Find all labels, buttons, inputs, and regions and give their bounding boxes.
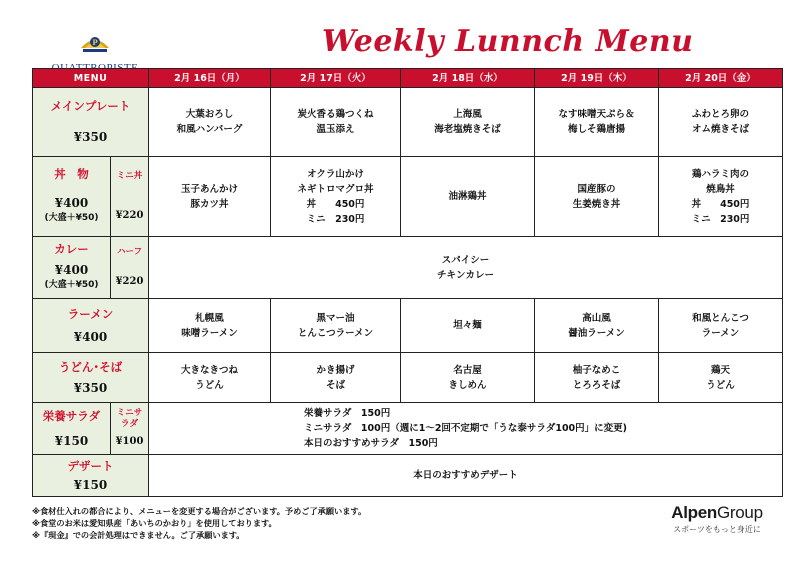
category-name: ラーメン bbox=[67, 306, 114, 321]
main-plate-thu: なす味噌天ぷら＆ 梅しそ鶏唐揚 bbox=[535, 88, 659, 157]
category-price: ¥150 bbox=[54, 433, 89, 448]
category-name: 丼 物 bbox=[54, 167, 89, 181]
dessert-all-week: 本日のおすすめデザート bbox=[149, 455, 783, 497]
category-price: ¥400 bbox=[73, 329, 108, 344]
ramen-fri: 和風とんこつ ラーメン bbox=[659, 299, 783, 353]
sub-name: ミニサラダ bbox=[116, 408, 143, 429]
donburi-mon: 玉子あんかけ 豚カツ丼 bbox=[149, 157, 271, 237]
crest-icon bbox=[78, 30, 112, 56]
ramen-wed: 坦々麺 bbox=[401, 299, 535, 353]
category-donburi-mini bbox=[111, 157, 149, 237]
footnote: ※食堂のお米は愛知県産「あいちのかおり」を使用しております。 bbox=[32, 518, 277, 528]
salad-all-week: 栄養サラダ 150円 ミニサラダ 100円（週に1～2回不定期で「うな泰サラダ100円」に変更) 本日のおすすめサラダ 150円 bbox=[149, 403, 783, 455]
donburi-tue: オクラ山かけ ネギトロマグロ丼 丼 450円 ミニ 230円 bbox=[271, 157, 401, 237]
category-price: ¥350 bbox=[73, 380, 108, 395]
row-dessert bbox=[33, 455, 783, 497]
sub-price: ¥220 bbox=[115, 275, 144, 287]
category-mini-salad bbox=[111, 403, 149, 455]
footnote: ※食材仕入れの都合により、メニューを変更する場合がございます。予めご了承願います。 bbox=[32, 506, 367, 516]
row-udon-soba bbox=[33, 353, 783, 403]
donburi-wed: 油淋鶏丼 bbox=[401, 157, 535, 237]
sub-price: ¥220 bbox=[115, 209, 144, 221]
row-ramen bbox=[33, 299, 783, 353]
category-name: カレー bbox=[54, 242, 89, 256]
footnote: ※『現金』での会計処理はできません。ご了承願います。 bbox=[32, 530, 245, 540]
day-header-wed: 2月 18日（水） bbox=[401, 69, 535, 88]
donburi-fri: 鶏ハラミ肉の 焼鳥丼 丼 450円 ミニ 230円 bbox=[659, 157, 783, 237]
category-name: うどん･そば bbox=[58, 359, 123, 374]
header-row bbox=[33, 69, 783, 88]
category-price: ¥150 bbox=[73, 477, 108, 492]
category-name: メインプレート bbox=[50, 99, 131, 113]
category-price: ¥350 bbox=[73, 130, 108, 144]
category-donburi bbox=[33, 157, 111, 237]
udon-thu: 柚子なめこ とろろそば bbox=[535, 353, 659, 403]
main-plate-mon: 大葉おろし 和風ハンバーグ bbox=[149, 88, 271, 157]
sub-name: ハーフ bbox=[116, 246, 143, 257]
donburi-thu: 国産豚の 生姜焼き丼 bbox=[535, 157, 659, 237]
category-salad bbox=[33, 403, 111, 455]
day-header-mon: 2月 16日（月） bbox=[149, 69, 271, 88]
category-note: (大盛＋¥50) bbox=[44, 280, 99, 290]
category-price: ¥400 bbox=[54, 196, 89, 210]
category-name: デザート bbox=[67, 458, 114, 473]
footnotes bbox=[32, 505, 366, 541]
udon-tue: かき揚げ そば bbox=[271, 353, 401, 403]
day-header-tue: 2月 17日（火） bbox=[271, 69, 401, 88]
row-donburi bbox=[33, 157, 783, 237]
ramen-mon: 札幌風 味噌ラーメン bbox=[149, 299, 271, 353]
category-udon-soba bbox=[33, 353, 149, 403]
udon-fri: 鶏天 うどん bbox=[659, 353, 783, 403]
menu-header: MENU bbox=[33, 69, 149, 88]
svg-text:P: P bbox=[92, 38, 98, 47]
main-plate-fri: ふわとろ卵の オム焼きそば bbox=[659, 88, 783, 157]
udon-wed: 名古屋 きしめん bbox=[401, 353, 535, 403]
group-name: Group bbox=[716, 503, 763, 522]
alpen-group-logo bbox=[657, 503, 777, 535]
category-dessert bbox=[33, 455, 149, 497]
sub-price: ¥100 bbox=[115, 436, 144, 447]
day-header-fri: 2月 20日（金） bbox=[659, 69, 783, 88]
category-name: 栄養サラダ bbox=[42, 408, 101, 423]
curry-all-week: スパイシー チキンカレー bbox=[149, 237, 783, 299]
category-price: ¥400 bbox=[54, 263, 89, 277]
main-plate-wed: 上海風 海老塩焼きそば bbox=[401, 88, 535, 157]
row-curry bbox=[33, 237, 783, 299]
ramen-tue: 黒マー油 とんこつラーメン bbox=[271, 299, 401, 353]
category-curry bbox=[33, 237, 111, 299]
row-main-plate bbox=[33, 88, 783, 157]
row-salad bbox=[33, 403, 783, 455]
alpen-name: Alpen bbox=[671, 503, 717, 522]
udon-mon: 大きなきつね うどん bbox=[149, 353, 271, 403]
category-ramen bbox=[33, 299, 149, 353]
main-plate-tue: 炭火香る鶏つくね 温玉添え bbox=[271, 88, 401, 157]
ramen-thu: 高山風 醤油ラーメン bbox=[535, 299, 659, 353]
page-title: Weekly Lunnch Menu bbox=[322, 24, 694, 59]
day-header-thu: 2月 19日（木） bbox=[535, 69, 659, 88]
category-note: (大盛＋¥50) bbox=[44, 213, 99, 223]
alpen-tagline: スポーツをもっと身近に bbox=[673, 525, 761, 534]
category-curry-half bbox=[111, 237, 149, 299]
menu-table bbox=[32, 68, 783, 497]
sub-name: ミニ丼 bbox=[116, 170, 143, 181]
category-main-plate bbox=[33, 88, 149, 157]
